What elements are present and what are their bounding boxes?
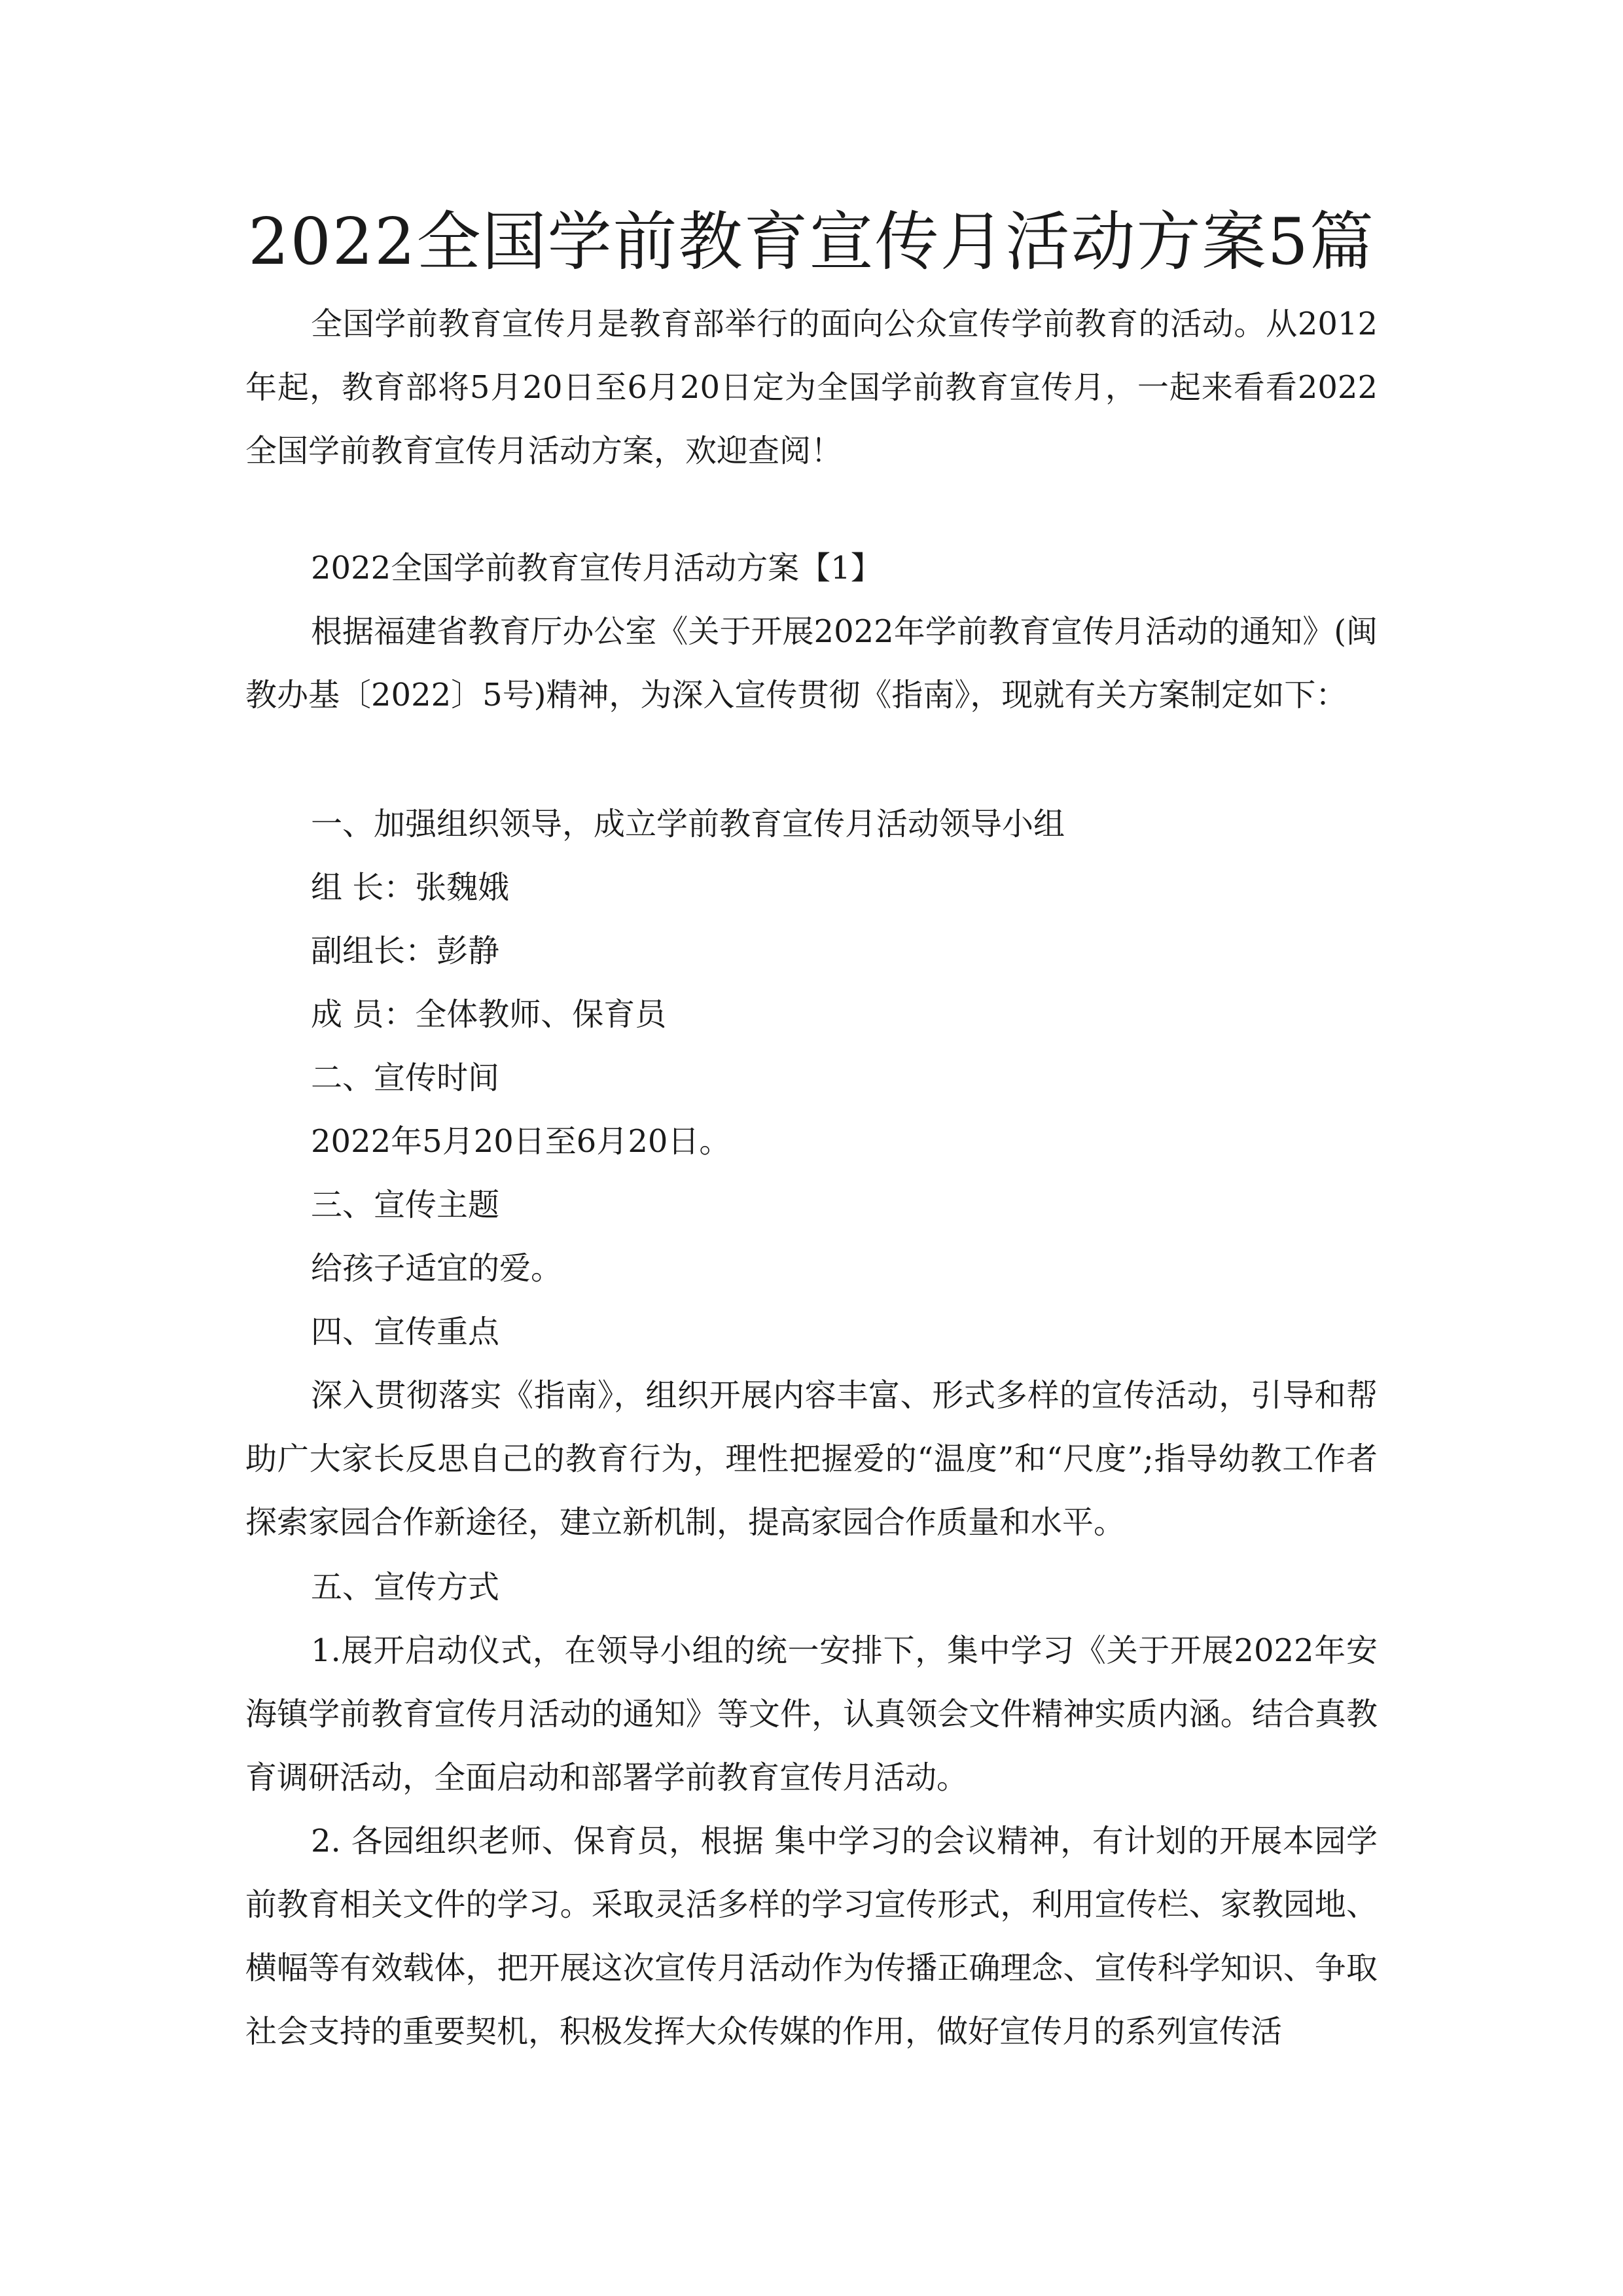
theme-text: 给孩子适宜的爱。 [311,1250,563,1287]
focus-paragraph: 深入贯彻落实《指南》，组织开展内容丰富、形式多样的宣传活动，引导和帮助广大家长反思自己的教育行为，理性把握爱的“温度”和“尺度”;指导幼教工作者探索家园合作新途径，建立新机制，提高家园合作质量和水平。 [245,1377,1378,1541]
section-heading: 2022全国学前教育宣传月活动方案【1】 [311,550,882,586]
document-title: 2022全国学前教育宣传月活动方案5篇 [248,205,1375,279]
heading-focus: 四、宣传重点 [311,1314,500,1350]
heading-theme: 三、宣传主题 [311,1187,500,1223]
heading-methods: 五、宣传方式 [311,1569,500,1605]
leader-line: 组 长：张魏娥 [311,869,510,906]
basis-paragraph: 根据福建省教育厅办公室《关于开展2022年学前教育宣传月活动的通知》(闽教办基〔2022〕5号)精神，为深入宣传贯彻《指南》，现就有关方案制定如下： [245,613,1378,713]
method-2-paragraph: 2. 各园组织老师、保育员，根据 集中学习的会议精神，有计划的开展本园学前教育相关文件的学习。采取灵活多样的学习宣传形式，利用宣传栏、家教园地、横幅等有效载体，把开展这次宣传月活动作为传播正确理念、宣传科学知识、争取社会支持的重要契机，积极发挥大众传媒的作用，做好宣传月的系列宣传活 [245,1823,1378,2050]
heading-organization: 一、加强组织领导，成立学前教育宣传月活动领导小组 [311,806,1065,842]
heading-time: 二、宣传时间 [311,1060,500,1096]
members-line: 成 员：全体教师、保育员 [311,996,667,1033]
time-text: 2022年5月20日至6月20日。 [311,1123,731,1160]
intro-paragraph: 全国学前教育宣传月是教育部举行的面向公众宣传学前教育的活动。从2012年起，教育部将5月20日至6月20日定为全国学前教育宣传月，一起来看看2022全国学前教育宣传月活动方案，欢迎查阅！ [245,306,1378,469]
deputy-leader-line: 副组长：彭静 [311,933,500,969]
method-1-paragraph: 1.展开启动仪式，在领导小组的统一安排下，集中学习《关于开展2022年安海镇学前教育宣传月活动的通知》等文件，认真领会文件精神实质内涵。结合真教育调研活动，全面启动和部署学前教育宣传月活动。 [245,1632,1378,1796]
